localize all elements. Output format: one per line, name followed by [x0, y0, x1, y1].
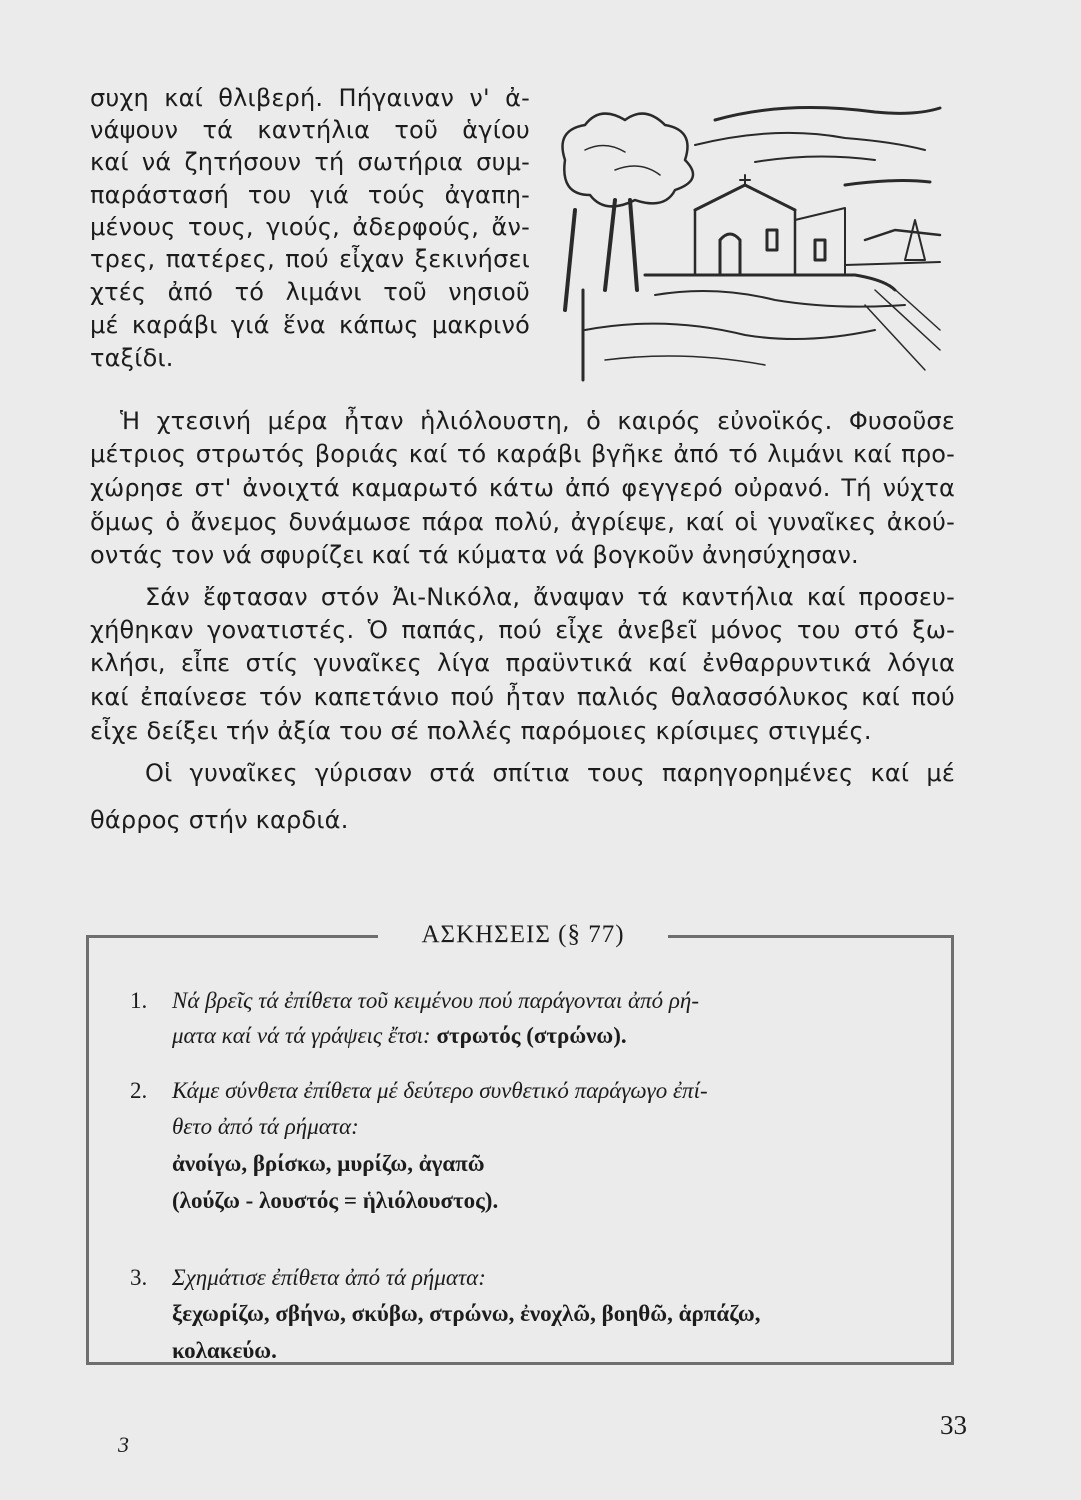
- text-line: μένους τους, γιούς, ἀδερφούς, ἄν-: [90, 213, 530, 241]
- exercise-number: 1.: [130, 988, 148, 1013]
- text-line: χώρησε στ' ἀνοιχτά καμαρωτό κάτω ἀπό φεγγερό οὐρανό. Τή νύχτα: [90, 474, 955, 502]
- exercise-text: Νά βρεῖς τά ἐπίθετα τοῦ κειμένου πού παράγονται ἀπό ρή-: [172, 988, 700, 1013]
- exercise-example: στρωτός (στρώνω).: [436, 1023, 627, 1048]
- signature-mark: 3: [118, 1432, 129, 1457]
- page-number: 33: [940, 1410, 967, 1440]
- text-line: κλήσι, εἶπε στίς γυναῖκες λίγα πραϋντικά καί ἐνθαρρυντικά λόγια: [90, 649, 955, 677]
- text-line: Ἡ χτεσινή μέρα ἦταν ἡλιόλουστη, ὁ καιρός εὐνοϊκός. Φυσοῦσε: [120, 407, 955, 435]
- text-line: καί ἐπαίνεσε τόν καπετάνιο πού ἦταν παλιός θαλασσόλυκος καί πού: [90, 683, 955, 711]
- exercise-text: Σχημάτισε ἐπίθετα ἀπό τά ρήματα:: [172, 1265, 486, 1290]
- text-line: ὅμως ὁ ἄνεμος δυνάμωσε πάρα πολύ, ἀγρίεψε, καί οἱ γυναῖκες ἀκού-: [90, 508, 955, 536]
- exercise-verbs: κολακεύω.: [172, 1338, 277, 1363]
- text-line: χήθηκαν γονατιστές. Ὁ παπάς, πού εἶχε ἀνεβεῖ μόνος του στό ξω-: [90, 616, 955, 644]
- chapel-illustration: [545, 90, 945, 390]
- exercise-text: θετο ἀπό τά ρήματα:: [172, 1114, 359, 1139]
- text-line: χτές ἀπό τό λιμάνι τοῦ νησιοῦ: [90, 278, 530, 306]
- text-line: Σάν ἔφτασαν στόν Ἀι-Νικόλα, ἄναψαν τά καντήλια καί προσευ-: [145, 583, 955, 611]
- text-line: παράστασή του γιά τούς ἀγαπη-: [90, 181, 530, 209]
- text-line: εἶχε δείξει τήν ἀξία του σέ πολλές παρόμοιες κρίσιμες στιγμές.: [90, 717, 872, 745]
- text-line: καί νά ζητήσουν τή σωτήρια συμ-: [90, 148, 530, 176]
- text-line: μέτριος στρωτός βοριάς καί τό καράβι βγῆκε ἀπό τό λιμάνι καί προ-: [90, 440, 955, 468]
- exercise-verbs: ἀνοίγω, βρίσκω, μυρίζω, ἀγαπῶ: [172, 1151, 485, 1176]
- text-line: νάψουν τά καντήλια τοῦ ἁγίου: [90, 116, 530, 144]
- exercise-text: ματα καί νά τά γράψεις ἔτσι:: [172, 1023, 437, 1048]
- text-line: θάρρος στήν καρδιά.: [90, 806, 349, 834]
- text-line: τρες, πατέρες, πού εἶχαν ξεκινήσει: [90, 245, 530, 273]
- exercises-title: ΑΣΚΗΣΕΙΣ (§ 77): [378, 918, 668, 952]
- text-line: μέ καράβι γιά ἕνα κάπως μακρινό: [90, 311, 530, 339]
- exercise-2: [130, 1077, 930, 1215]
- exercise-3: [130, 1264, 930, 1365]
- exercise-example: (λούζω - λουστός = ἡλιόλουστος).: [172, 1188, 499, 1213]
- exercise-number: 2.: [130, 1078, 148, 1103]
- text-line: συχη καί θλιβερή. Πήγαιναν ν' ἀ-: [90, 84, 530, 112]
- text-line: Οἱ γυναῖκες γύρισαν στά σπίτια τους παρηγορημένες καί μέ: [145, 759, 955, 787]
- exercise-1: [130, 987, 930, 1050]
- exercise-number: 3.: [130, 1265, 148, 1290]
- text-line: οντάς τον νά σφυρίζει καί τά κύματα νά βογκοῦν ἀνησύχησαν.: [90, 541, 859, 569]
- exercise-text: Κάμε σύνθετα ἐπίθετα μέ δεύτερο συνθετικό παράγωγο ἐπί-: [172, 1078, 708, 1103]
- text-line: ταξίδι.: [90, 344, 174, 372]
- exercise-verbs: ξεχωρίζω, σβήνω, σκύβω, στρώνω, ἐνοχλῶ, βοηθῶ, ἁρπάζω,: [172, 1301, 761, 1326]
